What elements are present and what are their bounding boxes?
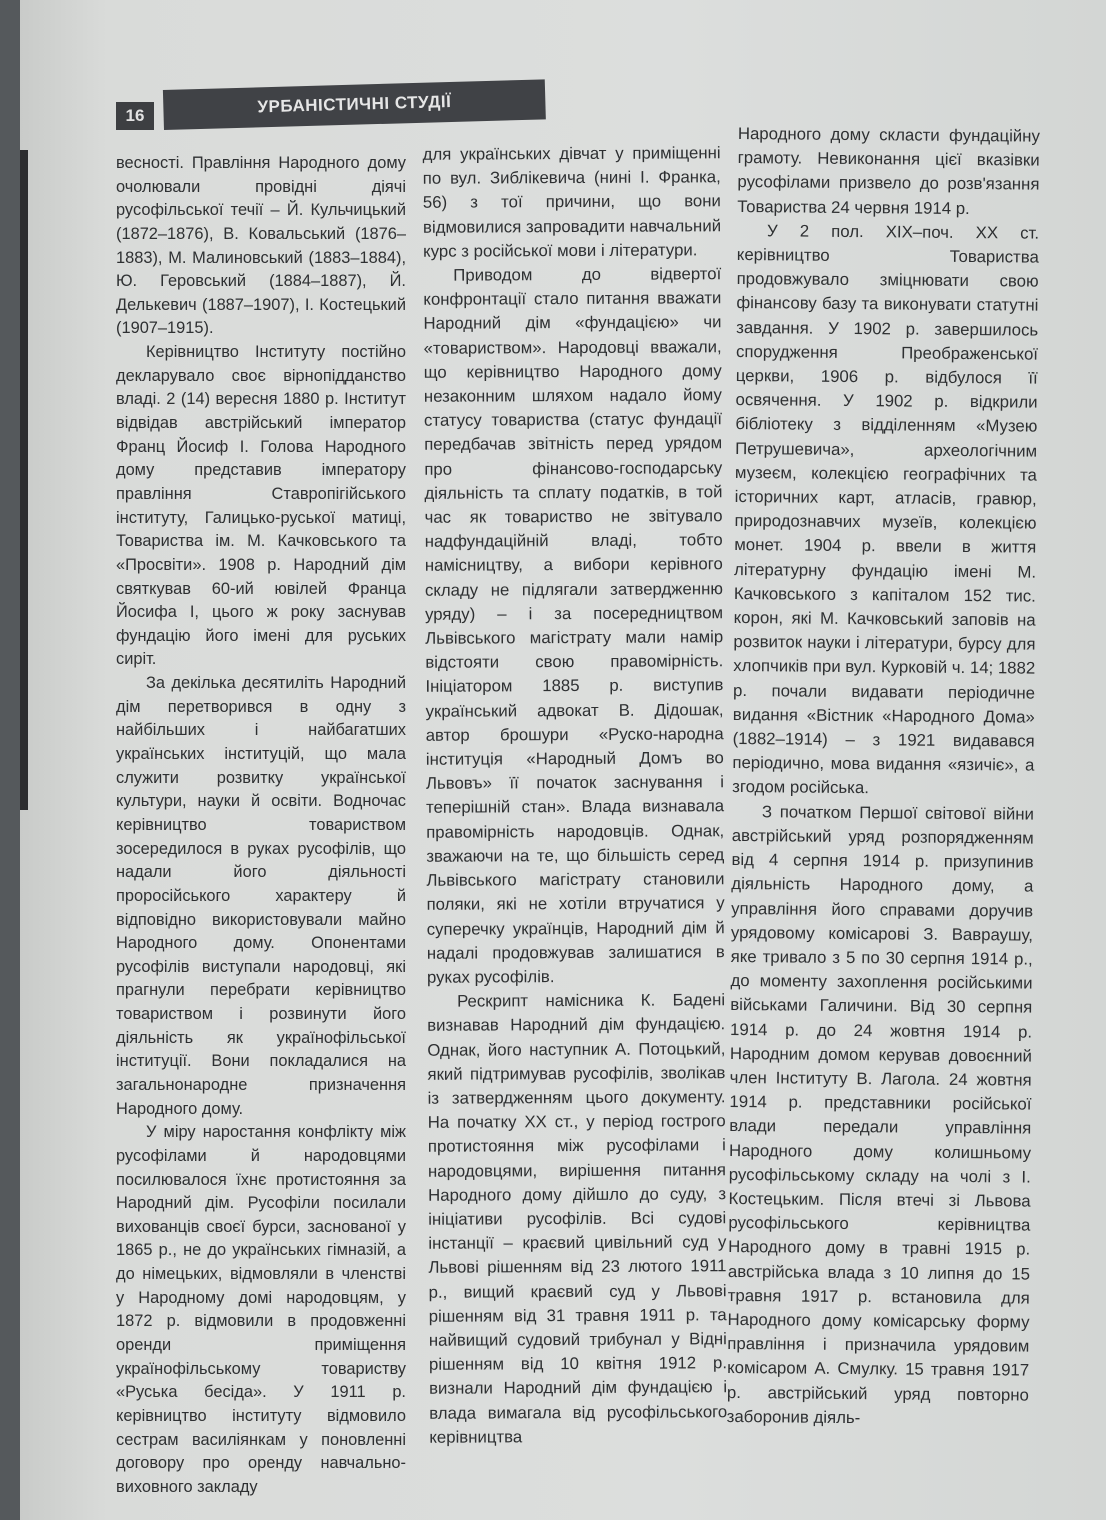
paragraph: для українських дівчат у приміщенні по вул. Зиблікевича (нині І. Франка, 56) з тої причини, що вони відмовилися запровадити навчальний курс з російської мови і літератури. <box>422 143 722 261</box>
section-title: УРБАНІСТИЧНІ СТУДІЇ <box>163 79 546 130</box>
text-column-3 <box>727 122 1040 1432</box>
paragraph: Приводом до відвертої конфронтації стало питання вважати Народний дім «фундацією» чи «товариством». Народовці вважали, що керівництво Народного дому незаконним шляхом надало йому статусу товариства (статус фундації передбачав звітність перед урядом про фінансово-господарську діяльність та сплату податків, в той час як товариство не звітувало надфундаційній владі, тобто намісництву, а вибори керівного складу не підлягали затвердженню уряду) – і за посередництвом Львівського магістрату мали намір відстояти свою правомірність. Ініціатором 1885 р. виступив український адвокат В. Дідошак, автор брошури «Руско-народна інституція «Народный Домъ во Львовъ» її початок заснування і теперішній стан». Влада визнавала правомірність народовців. Однак, зважаючи на те, що більшість серед Львівського магістрату становили поляки, які не хотіли втручатися у суперечку українців, Народний дім й надалі продовжував залишатися в руках русофілів. <box>423 264 725 987</box>
paragraph: З початком Першої світової війни австрійський уряд розпорядженням від 4 серпня 1914 р. призупинив діяльність Народного дому, а управління його справами доручив урядовому комісарові З. Вавраушу, яке тривало з 5 по 30 серпня 1914 р., до моменту захоплення російськими військами Галичини. Від 30 серпня 1914 р. до 24 жовтня 1914 р. Народним домом керував довоєнний член Інституту В. Лагола. 24 жовтня 1914 р. представники російської влади передали управління Народного дому колишньому русофільському складу на чолі з І. Костецьким. Після втечі зі Львова русофільського керівництва Народного дому в травні 1915 р. австрійська влада з 10 липня до 15 травня 1917 р. встановила для Народного дому комісарську форму правління і призначила урядовим комісаром А. Смулку. 15 травня 1917 р. австрійський уряд повторно заборонив діяль- <box>726 801 1035 1427</box>
paragraph: За декілька десятиліть Народний дім перетворився в одну з найбільших і найбагатших українських інституцій, що мала служити розвитку української культури, науки й освіти. Водночас керівництво товариством зосередилося в руках русофілів, що надали його діяльності проросійського характеру й відповідно використовували майно Народного дому. Опонентами русофілів виступали народовці, які прагнули перебрати керівництво товариством і розвинути його діяльність як українофільської інституції. Вони покладалися на загальнонародне призначення Народного дому. <box>116 674 406 1118</box>
paragraph: Керівництво Інституту постійно декларувало своє вірнопідданство владі. 2 (14) вересня 1880 р. Інститут відвідав австрійський імператор Франц Йосиф І. Голова Народного дому представив імператору правління Ставропігійського інституту, Галицько-руської матиці, Товариства ім. М. Качковського та «Просвіти». 1908 р. Народний дім святкував 60-ий ювілей Франца Йосифа І, цього ж року заснував фундацію його імені для руських сиріт. <box>116 343 406 669</box>
magazine-page <box>20 0 1106 1520</box>
text-column-1 <box>116 152 406 1500</box>
page-number: 16 <box>116 102 154 130</box>
paragraph: У міру наростання конфлікту між русофілами й народовцями посилювалося їхнє протистояння за Народний дім. Русофіли посилали вихованців своєї бурси, заснованої у 1865 р., не до українських гімназій, а до німецьких, відмовляли в членстві у Народному домі народовцям, у 1872 р. відмовили в продовженні оренди приміщення українофільському товариству «Руська бесіда». У 1911 р. керівництво інституту відмовило сестрам василіянкам у поновленні договору про оренду навчально-виховного закладу <box>116 1123 406 1496</box>
text-column-2 <box>423 141 728 1450</box>
paragraph: Рескрипт намісника К. Бадені визнавав Народний дім фундацією. Однак, його наступник А. Потоцький, який підтримував русофілів, зволікав із затвердженням цього документу. На початку XX ст., у період гострого протистояння між русофілами і народовцями, вирішення питання Народного дому дійшло до суду, з ініціативи русофілів. Всі судові інстанції – краєвий цивільний суд у Львові рішенням від 23 лютого 1911 р., вищий краєвий суд у Львові рішенням від 31 травня 1911 р. та найвищий судовий трибунал у Відні рішенням від 10 квітня 1912 р. визнали Народний дім фундацією і влада вимагала від русофільського керівництва <box>427 990 728 1447</box>
paragraph: Народного дому скласти фундаційну грамоту. Невиконання цієї вказівки русофілами призвело до розв'язання Товариства 24 червня 1914 р. <box>737 123 1040 218</box>
paragraph: весності. Правління Народного дому очолювали провідні діячі русофільської течії – Й. Кульчицький (1872–1876), В. Ковальський (1876–1883), М. Малиновський (1883–1884), Ю. Геровський (1884–1887), Й. Делькевич (1887–1907), І. Костецький (1907–1915). <box>116 154 406 338</box>
paragraph: У 2 пол. XIX–поч. XX ст. керівництво Товариства продовжувало зміцнювати свою фінансову базу та виконувати статутні завдання. У 1902 р. завершилось спорудження Преображенської церкви, 1906 р. відбулося її освячення. У 1902 р. відкрили бібліотеку з відділенням «Музею Петрушевича», археологічним музеєм, колекцією географічних та історичних карт, атласів, гравюр, природознавчих музеїв, колекцією монет. 1904 р. ввели в життя літературну фундацію імені М. Качковського з капіталом 152 тис. корон, які М. Качковський заповів на розвиток науки і літератури, бурсу для хлопчиків при вул. Курковій ч. 14; 1882 р. почали видавати періодичне видання «Вістник «Народного Дома» (1882–1914) – з 1921 видавався періодично, мова видання «язичіє», а згодом російська. <box>732 221 1040 798</box>
left-edge-rule <box>20 150 28 810</box>
